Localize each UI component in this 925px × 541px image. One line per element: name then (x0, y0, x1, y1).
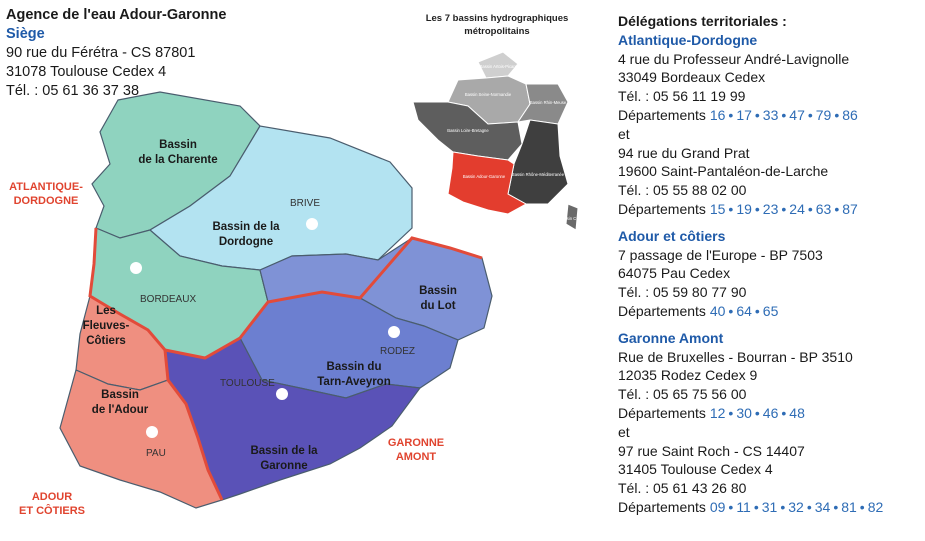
basin-label-garonne-line2: Garonne (260, 460, 308, 472)
city-marker-rodez (388, 326, 400, 338)
adour-garonne-basin-map (0, 88, 610, 540)
adour-address1: 7 passage de l'Europe - BP 7503 (618, 246, 823, 263)
basin-label-charente-line1: Bassin (159, 139, 197, 151)
garonne-departements2 (618, 498, 918, 517)
departement-separator: • (728, 106, 734, 123)
departement-separator: • (753, 498, 759, 515)
departement-number: 64 (736, 302, 752, 319)
departement-number: 81 (841, 498, 857, 515)
atlantique-et: et (618, 125, 630, 142)
atlantique-address1: 4 rue du Professeur André-Lavignolle (618, 50, 850, 67)
inset-title (402, 12, 592, 38)
departement-number: 30 (736, 404, 752, 421)
departement-number: 15 (709, 200, 726, 217)
departement-number: 46 (762, 404, 779, 421)
departement-separator: • (754, 106, 760, 123)
departement-number: 34 (814, 498, 831, 515)
departements-list (710, 303, 779, 319)
departement-number: 24 (789, 200, 805, 217)
garonne-address3: 97 rue Saint Roch - CS 14407 (618, 442, 805, 459)
departement-number: 09 (709, 498, 726, 515)
city-label-toulouse: TOULOUSE (220, 378, 275, 389)
departement-separator: • (728, 200, 734, 217)
hq-label: Siège (6, 26, 45, 42)
garonne-phone2: Tél. : 05 61 43 26 80 (618, 480, 747, 497)
departement-number: 87 (842, 200, 858, 217)
departement-number: 63 (815, 200, 832, 217)
departements-list (710, 405, 805, 421)
delegations-title: Délégations territoriales : (618, 13, 787, 29)
inset-title-line1: Les 7 bassins hydrographiques (425, 13, 569, 24)
departement-number: 86 (842, 106, 858, 123)
departement-number: 48 (789, 404, 805, 421)
inset-label-seine: Bassin Seine-Normandie (464, 92, 512, 97)
agency-header (6, 6, 226, 101)
departements-list (710, 499, 883, 515)
city-label-pau: PAU (146, 448, 166, 459)
departement-separator: • (807, 106, 813, 123)
basin-label-garonne-line1: Bassin de la (250, 445, 318, 457)
hq-address-line1: 90 rue du Férétra - CS 87801 (6, 45, 196, 61)
atlantique-phone1: Tél. : 05 56 11 19 99 (618, 88, 746, 105)
city-label-brive: BRIVE (290, 198, 321, 209)
garonne-phone1: Tél. : 05 65 75 56 00 (618, 386, 747, 403)
delegation-label-adour-line1: ADOUR (31, 491, 73, 503)
garonne-address4: 31405 Toulouse Cedex 4 (618, 461, 773, 478)
departements-label: Départements (618, 498, 706, 515)
departements-list (710, 107, 858, 123)
atlantique-address4: 19600 Saint-Pantaléon-de-Larche (618, 163, 829, 180)
departement-separator: • (728, 498, 734, 515)
departement-separator: • (807, 200, 813, 217)
adour-phone: Tél. : 05 59 80 77 90 (618, 284, 747, 301)
atlantique-address3: 94 rue du Grand Prat (618, 144, 750, 161)
departement-separator: • (728, 404, 734, 421)
departement-number: 31 (761, 498, 778, 515)
departement-number: 16 (709, 106, 726, 123)
atlantique-phone2: Tél. : 05 55 88 02 00 (618, 182, 747, 199)
departements-label: Départements (618, 404, 706, 421)
departement-separator: • (754, 302, 760, 319)
departement-number: 32 (788, 498, 804, 515)
departement-separator: • (754, 404, 760, 421)
departements-label: Départements (618, 106, 706, 123)
atlantique-departements1 (618, 106, 918, 125)
basin-label-lot-line1: Bassin (419, 285, 457, 297)
delegation-label-garonne-line2: AMONT (395, 451, 437, 463)
delegation-name-adour: Adour et côtiers (618, 227, 726, 244)
city-marker-bordeaux (130, 262, 142, 274)
departement-separator: • (834, 106, 840, 123)
departements-label: Départements (618, 302, 706, 319)
departement-separator: • (728, 302, 734, 319)
inset-label-loire: Bassin Loire-Bretagne (447, 128, 489, 133)
departement-separator: • (781, 106, 787, 123)
adour-address2: 64075 Pau Cedex (618, 265, 731, 282)
inset-title-line2: métropolitains (464, 26, 530, 37)
delegation-name-garonne: Garonne Amont (618, 329, 724, 346)
departement-separator: • (780, 498, 786, 515)
hq-address-line2: 31078 Toulouse Cedex 4 (6, 64, 167, 80)
departement-separator: • (833, 498, 839, 515)
delegation-label-atlantique-line1: ATLANTIQUE- (9, 181, 83, 193)
basin-label-adour-line1: Bassin (101, 389, 139, 401)
delegation-name-atlantique: Atlantique-Dordogne (618, 31, 758, 48)
departements-list (710, 201, 858, 217)
basin-label-charente-line2: de la Charente (138, 154, 218, 166)
departement-separator: • (781, 200, 787, 217)
garonne-address2: 12035 Rodez Cedex 9 (618, 367, 758, 384)
departement-number: 19 (736, 200, 752, 217)
departement-number: 23 (762, 200, 779, 217)
adour-departements (618, 302, 918, 321)
departement-number: 33 (762, 106, 779, 123)
departement-separator: • (859, 498, 865, 515)
city-marker-toulouse (276, 388, 288, 400)
departement-separator: • (754, 200, 760, 217)
basin-label-tarn-line2: Tarn-Aveyron (317, 376, 391, 388)
inset-label-rhone: Bassin Rhône-Méditerranée (511, 172, 565, 177)
inset-label-corse: Bassin Corse (559, 216, 585, 221)
inset-label-adour: Bassin Adour-Garonne (462, 174, 506, 179)
basin-label-fleuves-line2: Fleuves- (82, 320, 130, 332)
basin-label-fleuves-line3: Côtiers (86, 335, 126, 347)
departement-number: 11 (736, 498, 751, 515)
departement-number: 65 (762, 302, 779, 319)
agency-name: Agence de l'eau Adour-Garonne (6, 7, 227, 23)
hq-phone: Tél. : 05 61 36 37 38 (6, 83, 140, 99)
departement-separator: • (781, 404, 787, 421)
basin-label-fleuves-line1: Les (96, 305, 116, 317)
garonne-departements1 (618, 404, 918, 423)
garonne-et: et (618, 423, 630, 440)
garonne-address1: Rue de Bruxelles - Bourran - BP 3510 (618, 348, 853, 365)
departement-separator: • (806, 498, 812, 515)
atlantique-departements2 (618, 200, 918, 219)
departement-separator: • (834, 200, 840, 217)
basin-label-dordogne-line1: Bassin de la (212, 221, 280, 233)
basin-label-adour-line2: de l'Adour (91, 404, 149, 416)
delegation-label-atlantique-line2: DORDOGNE (13, 195, 79, 207)
basin-label-lot-line2: du Lot (420, 300, 456, 312)
departement-number: 40 (709, 302, 726, 319)
basin-label-dordogne-line2: Dordogne (218, 236, 274, 248)
inset-label-rhin: Bassin Rhin-Meuse (529, 100, 567, 105)
city-label-bordeaux: BORDEAUX (140, 294, 197, 305)
departement-number: 47 (789, 106, 805, 123)
city-marker-brive (306, 218, 318, 230)
delegation-label-adour-line2: ET CÔTIERS (18, 505, 86, 517)
inset-label-artois: Bassin Artois-Picardie (479, 64, 521, 69)
atlantique-address2: 33049 Bordeaux Cedex (618, 69, 766, 86)
basin-label-tarn-line1: Bassin du (326, 361, 382, 373)
departement-number: 82 (867, 498, 884, 515)
departement-number: 12 (709, 404, 726, 421)
departement-number: 79 (815, 106, 832, 123)
departements-label: Départements (618, 200, 706, 217)
city-label-rodez: RODEZ (380, 346, 415, 357)
delegations-panel (618, 12, 918, 517)
city-marker-pau (146, 426, 158, 438)
departement-number: 17 (736, 106, 752, 123)
delegation-label-garonne-line1: GARONNE (387, 437, 445, 449)
